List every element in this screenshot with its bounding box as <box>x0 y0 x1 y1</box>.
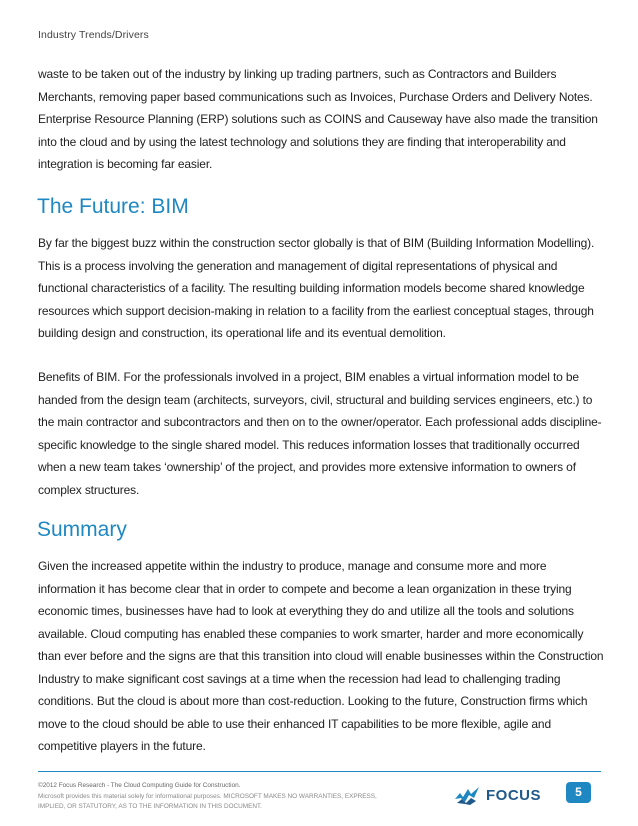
footer-disclaimer-line-1: Microsoft provides this material solely for informational purposes. MICROSOFT MAKES NO WARRANTIES, EXPRESS, <box>38 792 377 800</box>
footer-copyright: ©2012 Focus Research - The Cloud Computing Guide for Construction. <box>38 782 241 789</box>
summary-paragraph: Given the increased appetite within the industry to produce, manage and consume more and more information it has become clear that in order to compete and become a lean organization in these trying economic times, businesses have had to look at everything they do and utilize all the tools and solutions available. Cloud computing has enabled these companies to work smarter, harder and more economically than ever before and the signs are that this transition into cloud will enable businesses within the Construction Industry to make significant cost savings at a time when the recession had lead to challenging trading conditions. But the cloud is about more than cost-reduction. Looking to the future, Construction firms which move to the cloud should be able to use their enhanced IT capabilities to be more flexible, agile and competitive players in the future. <box>38 559 604 753</box>
focus-brand <box>454 780 541 810</box>
footer-divider <box>38 771 601 772</box>
future-bim-heading: The Future: BIM <box>37 195 189 218</box>
running-header: Industry Trends/Drivers <box>38 29 149 41</box>
focus-wordmark: FOCUS <box>486 786 541 804</box>
bim-paragraph-1: By far the biggest buzz within the construction sector globally is that of BIM (Building Information Modelling). This is a process involving the generation and management of digital representations of physical and functional characteristics of a facility. The resulting building information models become shared knowledge resources which support decision-making in relation to a facility from the earliest conceptual stages, through building design and construction, its operational life and its eventual demolition. <box>38 236 595 340</box>
intro-paragraph: waste to be taken out of the industry by linking up trading partners, such as Contractors and Builders Merchants, removing paper based communications such as Invoices, Purchase Orders and Delivery Notes. Enterprise Resource Planning (ERP) solutions such as COINS and Causeway have also made the transition into the cloud and by using the latest technology and solutions they are finding that interoperability and integration is becoming far easier. <box>38 67 598 171</box>
focus-bird-logo-icon <box>454 784 480 806</box>
summary-heading: Summary <box>37 518 127 541</box>
page-number-badge: 5 <box>566 782 591 803</box>
footer-disclaimer-line-2: IMPLIED, OR STATUTORY, AS TO THE INFORMATION IN THIS DOCUMENT. <box>38 803 262 810</box>
footer-legal <box>38 781 438 813</box>
bim-paragraph-2: Benefits of BIM. For the professionals involved in a project, BIM enables a virtual information model to be handed from the design team (architects, surveyors, civil, structural and building services engineers, etc.) to the main contractor and subcontractors and then on to the owner/operator. Each professional adds discipline-specific knowledge to the single shared model. This reduces information losses that traditionally occurred when a new team takes ‘ownership’ of the project, and provides more extensive information to owners of complex structures. <box>38 370 602 497</box>
